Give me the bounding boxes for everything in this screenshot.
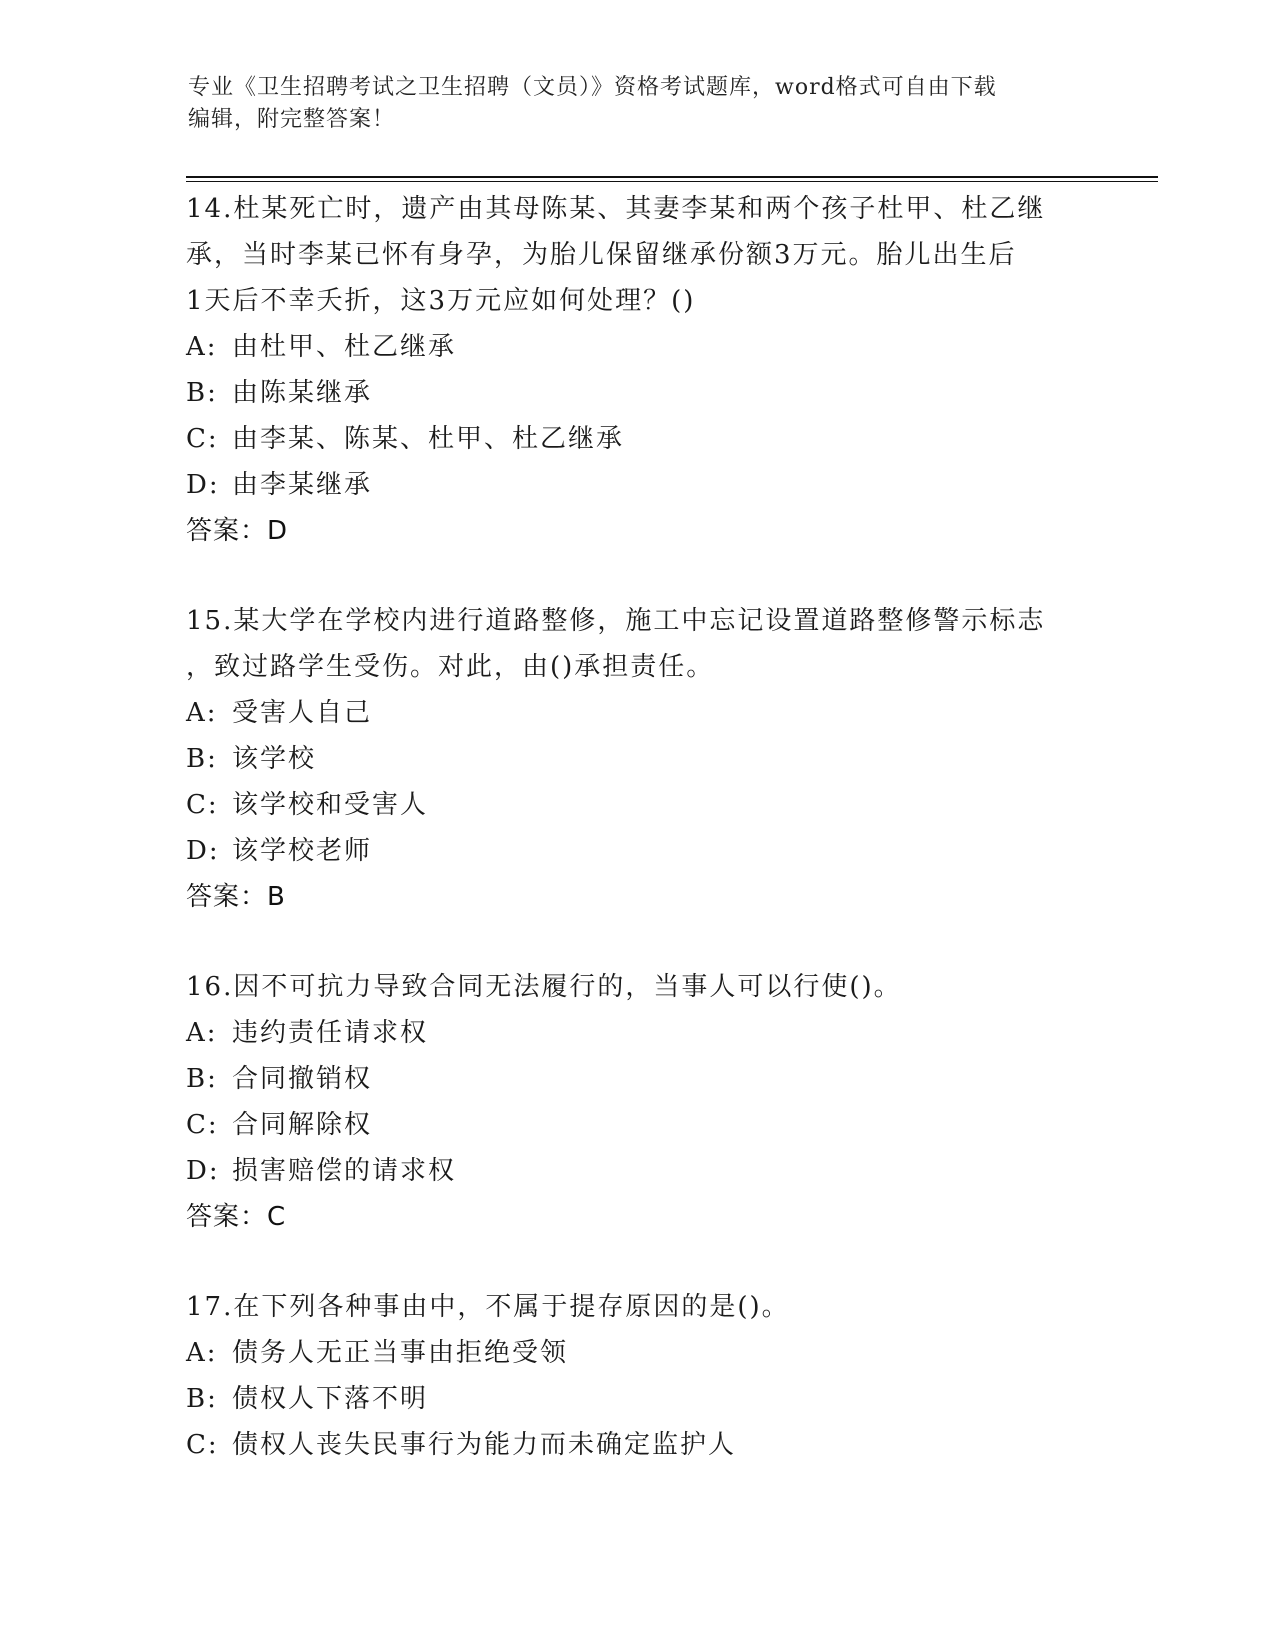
option-letter: C: <box>186 1110 219 1140</box>
option-b <box>186 1376 1086 1422</box>
option-text: 由李某、陈某、杜甲、杜乙继承 <box>232 424 625 454</box>
question-list <box>186 186 1086 1512</box>
option-d <box>186 462 1086 508</box>
option-letter: A: <box>186 698 218 728</box>
option-b <box>186 1056 1086 1102</box>
option-c <box>186 782 1086 828</box>
option-text: 由陈某继承 <box>232 378 373 408</box>
option-text: 损害赔偿的请求权 <box>232 1156 457 1186</box>
option-d <box>186 1148 1086 1194</box>
answer-key: 答案：B <box>186 882 286 912</box>
option-text: 违约责任请求权 <box>232 1018 429 1048</box>
option-letter: D: <box>186 470 220 500</box>
option-c <box>186 416 1086 462</box>
option-letter: C: <box>186 424 219 454</box>
question-text-line: 承，当时李某已怀有身孕，为胎儿保留继承份额3万元。胎儿出生后 <box>186 240 1017 270</box>
option-text: 债权人丧失民事行为能力而未确定监护人 <box>232 1430 737 1460</box>
option-letter: B: <box>186 1064 218 1094</box>
option-c <box>186 1102 1086 1148</box>
option-a <box>186 1330 1086 1376</box>
question-text-line: ，致过路学生受伤。对此，由()承担责任。 <box>186 652 715 682</box>
answer-key: 答案：D <box>186 516 289 546</box>
option-text: 由李某继承 <box>232 470 373 500</box>
option-c <box>186 1422 1086 1468</box>
option-a <box>186 324 1086 370</box>
option-text: 债务人无正当事由拒绝受领 <box>232 1338 569 1368</box>
option-letter: C: <box>186 1430 219 1460</box>
option-letter: D: <box>186 1156 220 1186</box>
option-text: 该学校和受害人 <box>232 790 429 820</box>
option-text: 该学校老师 <box>232 836 373 866</box>
header-divider-thin <box>186 181 1158 182</box>
header-line-2: 编辑，附完整答案！ <box>188 107 396 132</box>
question-15 <box>186 598 1086 920</box>
question-text-line: 14.杜某死亡时，遗产由其母陈某、其妻李某和两个孩子杜甲、杜乙继 <box>186 194 1046 224</box>
option-letter: B: <box>186 744 218 774</box>
option-d <box>186 828 1086 874</box>
option-letter: A: <box>186 1338 218 1368</box>
option-letter: B: <box>186 1384 218 1414</box>
option-text: 该学校 <box>232 744 317 774</box>
option-letter: C: <box>186 790 219 820</box>
question-16 <box>186 964 1086 1240</box>
option-text: 受害人自己 <box>232 698 373 728</box>
option-a <box>186 1010 1086 1056</box>
document-header <box>188 72 1088 136</box>
option-letter: D: <box>186 836 220 866</box>
question-14 <box>186 186 1086 554</box>
option-a <box>186 690 1086 736</box>
header-divider-thick <box>186 176 1158 178</box>
option-text: 合同解除权 <box>232 1110 373 1140</box>
option-text: 合同撤销权 <box>232 1064 373 1094</box>
question-text-line: 16.因不可抗力导致合同无法履行的，当事人可以行使()。 <box>186 972 902 1002</box>
option-letter: A: <box>186 1018 218 1048</box>
option-text: 由杜甲、杜乙继承 <box>232 332 457 362</box>
question-17 <box>186 1284 1086 1468</box>
option-b <box>186 736 1086 782</box>
question-text-line: 1天后不幸夭折，这3万元应如何处理？() <box>186 286 696 316</box>
option-b <box>186 370 1086 416</box>
option-letter: A: <box>186 332 218 362</box>
answer-key: 答案：C <box>186 1202 287 1232</box>
option-letter: B: <box>186 378 218 408</box>
question-text-line: 15.某大学在学校内进行道路整修，施工中忘记设置道路整修警示标志 <box>186 606 1046 636</box>
option-text: 债权人下落不明 <box>232 1384 429 1414</box>
header-line-1: 专业《卫生招聘考试之卫生招聘（文员）》资格考试题库，word格式可自由下载 <box>188 75 997 100</box>
question-text-line: 17.在下列各种事由中，不属于提存原因的是()。 <box>186 1292 790 1322</box>
